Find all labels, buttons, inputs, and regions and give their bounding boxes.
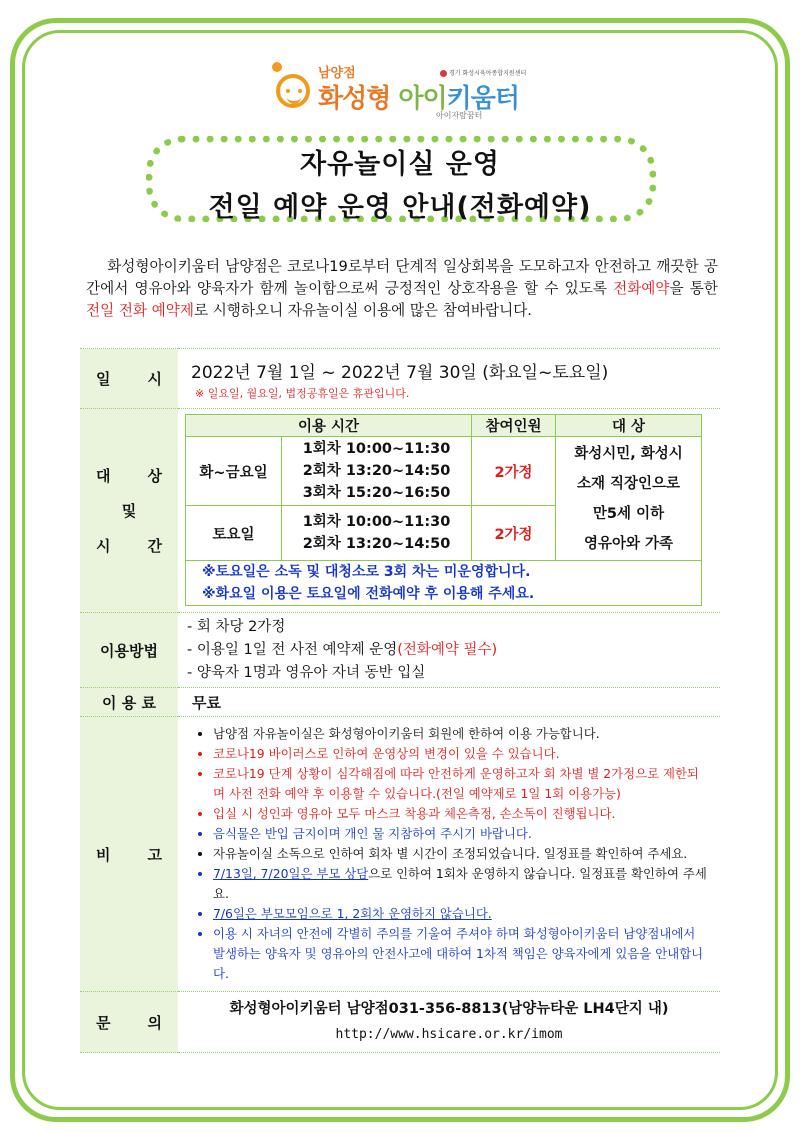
remarks-label-b: 고 [147, 845, 162, 864]
schedule-row [80, 349, 720, 409]
target-line-2: 소재 직장인으로 [576, 475, 681, 492]
intro-text-3: 로 시행하오니 자유놀이실 이용에 많은 참여바랍니다. [193, 302, 532, 319]
weekday-session-3: 3회차 15:20~16:50 [302, 485, 451, 501]
saturday-session-2: 2회차 13:20~14:50 [302, 536, 451, 552]
time-table-header [186, 415, 702, 437]
saturday-day: 토요일 [186, 506, 282, 561]
remark-item-5: • 음식물은 반입 금지이며 개인 물 지참하여 주시기 바랍니다. [213, 824, 709, 844]
schedule-label-a: 일 [96, 370, 111, 388]
weekday-row [186, 437, 702, 506]
fee-value: 무료 [178, 688, 720, 717]
target-line-4: 영유아와 가족 [583, 535, 674, 552]
intro-text-2: 을 통한 [669, 280, 718, 297]
remark-item-7-text: 으로 인하여 1회차 운영하지 않습니다. 일정표를 확인하여 주세요. [213, 866, 707, 901]
contact-label-a: 문 [96, 1013, 111, 1032]
intro-highlight-2: 전일 전화 예약제 [86, 302, 194, 319]
intro-highlight-1: 전화예약 [613, 280, 670, 297]
weekday-sessions [282, 437, 472, 506]
logo-name-part2: 아이 [398, 84, 447, 114]
method-cell [178, 613, 720, 688]
closed-note: ※ 일요일, 월요일, 법정공휴일은 휴관입니다. [195, 387, 410, 400]
contact-url[interactable]: http://www.hsicare.or.kr/imom [335, 1027, 563, 1042]
remark-item-1: • 남양점 자유놀이실은 화성형아이키움터 회원에 한하여 이용 가능합니다. [213, 724, 709, 744]
remark-item-8: • 7/6일은 부모모임으로 1, 2회차 운영하지 않습니다. [213, 904, 709, 924]
target-row [80, 409, 720, 613]
intro-paragraph [86, 256, 718, 322]
target-cell [178, 409, 720, 613]
contact-cell [178, 992, 720, 1053]
intro-text-1: 화성형아이키움터 남양점은 코로나19로부터 단계적 일상회복을 도모하고자 안전하고 깨끗한 공간에서 영유아와 양육자가 함께 놀이함으로써 긍정적인 상호작용을 할 수 있도록 [86, 258, 718, 297]
tuesday-note: ※화요일 이용은 토요일에 전화예약 후 이용해 주세요. [202, 586, 535, 602]
target-description [556, 437, 702, 561]
header-time: 이용 시간 [186, 415, 472, 437]
target-line-3: 만5세 이하 [592, 505, 665, 522]
fee-row [80, 688, 720, 717]
target-label-c: 및 [121, 502, 137, 520]
target-line-1: 화성시민, 화성시 [574, 445, 683, 462]
sun-dot-icon [272, 62, 282, 72]
org-logo-icon [440, 70, 447, 77]
target-label-d: 시 [96, 537, 111, 555]
title-line-2: 전일 예약 운영 안내(전화예약) [208, 192, 592, 223]
schedule-label-b: 시 [147, 370, 162, 388]
remark-item-9: • 이용 시 자녀의 안전에 각별히 주의를 기울여 주셔야 하며 화성형아이키움터 남양점내에서 발생하는 양육자 및 영유아의 안전사고에 대하여 1차적 책임은 양육자에게 있음을 안내합니다. [213, 924, 709, 984]
remark-item-7-dates: 7/13일, 7/20일은 부모 상담 [213, 866, 369, 881]
time-table [185, 414, 702, 606]
info-table [80, 348, 720, 1053]
remarks-label [80, 717, 178, 992]
remark-item-7 [213, 864, 709, 904]
weekday-session-2: 2회차 13:20~14:50 [302, 463, 451, 479]
remarks-label-a: 비 [96, 845, 111, 864]
org-name: 경기 화성시육아종합지원센터 [449, 70, 527, 77]
org-mark [440, 68, 526, 77]
target-label-e: 간 [147, 537, 162, 555]
method-line-2 [179, 639, 719, 662]
method-line-2-required: (전화예약 필수) [397, 641, 498, 658]
logo-name [318, 78, 519, 115]
saturday-session-1: 1회차 10:00~11:30 [302, 514, 451, 530]
target-label-b: 상 [147, 467, 162, 485]
notes-row [186, 561, 702, 606]
remarks-list [179, 718, 719, 990]
contact-row [80, 992, 720, 1053]
method-line-2-text: - 이용일 1일 전 사전 예약제 운영 [187, 641, 398, 658]
header-target: 대 상 [556, 415, 702, 437]
header-people: 참여인원 [472, 415, 556, 437]
remarks-cell [178, 717, 720, 992]
target-label-a: 대 [96, 467, 111, 485]
logo-branch: 남양점 [318, 66, 356, 81]
schedule-cell [178, 349, 720, 409]
schedule-date: 2022년 7월 1일 ~ 2022년 7월 30일 (화요일~토요일) [191, 363, 609, 383]
remark-item-2: • 코로나19 바이러스로 인하여 운영상의 변경이 있을 수 있습니다. [213, 744, 709, 764]
smile-face-icon [276, 74, 310, 108]
weekday-day: 화~금요일 [186, 437, 282, 506]
title-line-1: 자유놀이실 운영 [300, 149, 500, 180]
contact-label [80, 992, 178, 1053]
saturday-people: 2가정 [472, 506, 556, 561]
method-label: 이용방법 [80, 613, 178, 688]
remark-item-4: • 입실 시 성인과 영유아 모두 마스크 착용과 체온측정, 손소독이 진행됩니다. [213, 804, 709, 824]
weekday-people: 2가정 [472, 437, 556, 506]
saturday-sessions [282, 506, 472, 561]
target-label [80, 409, 178, 613]
weekday-session-1: 1회차 10:00~11:30 [302, 441, 451, 457]
logo-tagline: 아이자람꿈터 [436, 111, 483, 120]
contact-label-b: 의 [147, 1013, 162, 1032]
remarks-row [80, 717, 720, 992]
schedule-label [80, 349, 178, 409]
saturday-note: ※토요일은 소독 및 대청소로 3회 차는 미운영합니다. [202, 564, 531, 580]
method-row [80, 613, 720, 688]
method-line-3: - 양육자 1명과 영유아 자녀 동반 입실 [187, 664, 426, 681]
notes-cell [186, 561, 702, 606]
remark-item-6: • 자유놀이실 소독으로 인하여 회차 별 시간이 조정되었습니다. 일정표를 확인하여 주세요. [213, 844, 709, 864]
contact-phone: 화성형아이키움터 남양점031-356-8813(남양뉴타운 LH4단지 내) [229, 1001, 669, 1017]
remark-item-3: • 코로나19 단계 상황이 심각해짐에 따라 안전하게 운영하고자 회 차별 별 2가정으로 제한되며 사전 전화 예약 후 이용할 수 있습니다.(전일 예약제로 1일 1회 이용가능) [213, 764, 709, 804]
method-line-1: - 회 차당 2가정 [187, 618, 286, 635]
logo-name-part1: 화성형 [318, 84, 399, 114]
fee-label: 이 용 료 [80, 688, 178, 717]
logo-name-part3: 키움터 [446, 84, 519, 114]
